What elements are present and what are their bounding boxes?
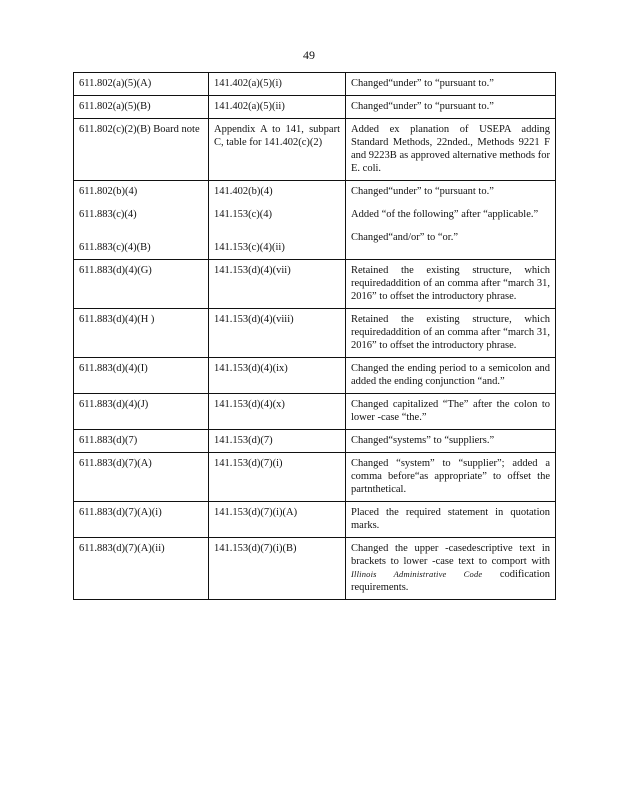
cfr-cell: 141.153(d)(4)(ix)	[209, 358, 346, 394]
table-row	[74, 119, 556, 181]
table-row	[74, 260, 556, 309]
change-entry: Added “of the following” after “applicable.”	[351, 209, 539, 220]
section-cell: 611.883(d)(7)(A)(i)	[74, 502, 209, 538]
table-row	[74, 96, 556, 119]
cfr-cell: 141.153(d)(4)(x)	[209, 394, 346, 430]
cfr-cell: 141.153(d)(7)(i)(B)	[209, 538, 346, 600]
change-text: codification requirements.	[351, 569, 550, 593]
change-cell: Changed “system” to “supplier”; added a comma before“as appropriate” to offset the partnthetical.	[346, 453, 556, 502]
cfr-cell: 141.153(d)(7)(i)	[209, 453, 346, 502]
cfr-cell: 141.402(a)(5)(i)	[209, 73, 346, 96]
cfr-entry: 141.153(c)(4)	[214, 209, 273, 220]
cfr-cell: Appendix A to 141, subpart C, table for 141.402(c)(2)	[209, 119, 346, 181]
change-entry: Changed“under” to “pursuant to.”	[351, 186, 494, 197]
change-text: Changed the upper -casedescriptive text in brackets to lower -case text to comport with	[351, 543, 550, 567]
change-cell	[346, 538, 556, 600]
cfr-cell: 141.153(d)(4)(viii)	[209, 309, 346, 358]
section-cell: 611.883(d)(7)	[74, 430, 209, 453]
table-row	[74, 73, 556, 96]
table-row	[74, 430, 556, 453]
change-italic-text: Illinois Administrative Code	[351, 569, 483, 579]
amendments-table	[73, 72, 556, 600]
cfr-cell	[209, 181, 346, 260]
table-row	[74, 453, 556, 502]
cfr-entry: 141.402(b)(4)	[214, 186, 273, 197]
section-cell: 611.883(d)(4)(J)	[74, 394, 209, 430]
section-cell: 611.802(a)(5)(A)	[74, 73, 209, 96]
table-row	[74, 181, 556, 260]
change-cell: Changed capitalized “The” after the colon to lower -case “the.”	[346, 394, 556, 430]
change-cell: Changed“under” to “pursuant to.”	[346, 96, 556, 119]
change-cell: Added ex planation of USEPA adding Standard Methods, 22nded., Methods 9221 F and 9223B as approved alternative methods for E. coli.	[346, 119, 556, 181]
section-entry: 611.883(c)(4)	[79, 209, 137, 220]
table-row	[74, 309, 556, 358]
change-entry: Changed“and/or” to “or.”	[351, 232, 458, 243]
change-cell: Changed the ending period to a semicolon and added the ending conjunction “and.”	[346, 358, 556, 394]
section-cell	[74, 181, 209, 260]
section-cell: 611.883(d)(7)(A)	[74, 453, 209, 502]
change-cell: Changed“systems” to “suppliers.”	[346, 430, 556, 453]
cfr-entry: 141.153(c)(4)(ii)	[214, 242, 285, 253]
change-cell: Retained the existing structure, which requiredaddition of an comma after “march 31, 2016” to offset the introductory phrase.	[346, 309, 556, 358]
table-row	[74, 538, 556, 600]
table-row	[74, 358, 556, 394]
section-cell: 611.802(c)(2)(B) Board note	[74, 119, 209, 181]
section-cell: 611.802(a)(5)(B)	[74, 96, 209, 119]
section-cell: 611.883(d)(4)(H )	[74, 309, 209, 358]
cfr-cell: 141.153(d)(7)	[209, 430, 346, 453]
change-cell: Placed the required statement in quotation marks.	[346, 502, 556, 538]
cfr-cell: 141.153(d)(7)(i)(A)	[209, 502, 346, 538]
section-cell: 611.883(d)(4)(G)	[74, 260, 209, 309]
page-number: 49	[303, 48, 315, 62]
section-entry: 611.883(c)(4)(B)	[79, 242, 151, 253]
cfr-cell: 141.153(d)(4)(vii)	[209, 260, 346, 309]
change-cell: Changed“under” to “pursuant to.”	[346, 73, 556, 96]
change-cell	[346, 181, 556, 260]
section-cell: 611.883(d)(4)(I)	[74, 358, 209, 394]
table-row	[74, 394, 556, 430]
cfr-cell: 141.402(a)(5)(ii)	[209, 96, 346, 119]
section-entry: 611.802(b)(4)	[79, 186, 138, 197]
change-cell: Retained the existing structure, which requiredaddition of an comma after “march 31, 2016” to offset the introductory phrase.	[346, 260, 556, 309]
section-cell: 611.883(d)(7)(A)(ii)	[74, 538, 209, 600]
table-row	[74, 502, 556, 538]
